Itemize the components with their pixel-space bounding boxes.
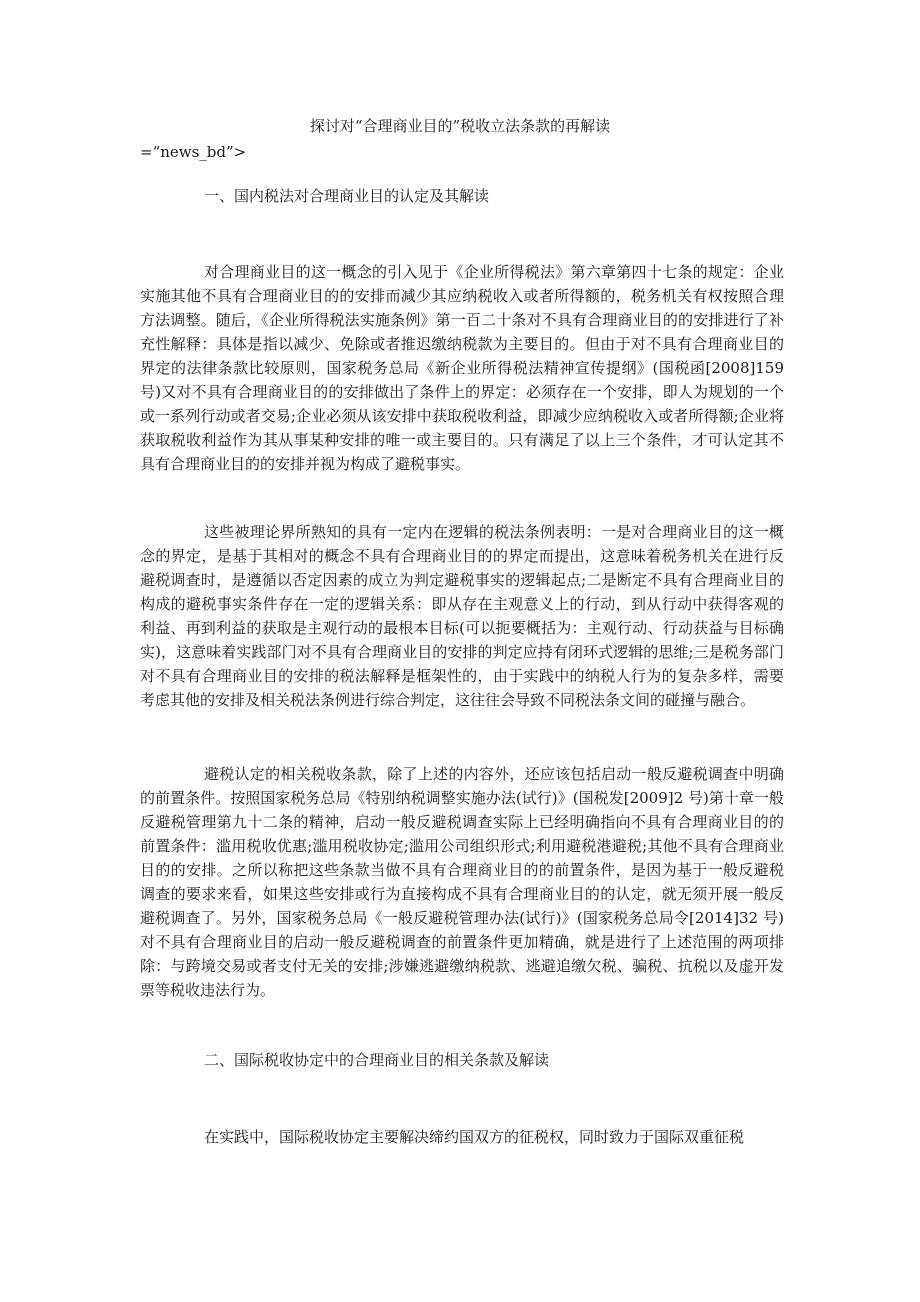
paragraph-4: 在实践中，国际税收协定主要解决缔约国双方的征税权，同时致力于国际双重征税: [204, 1128, 745, 1146]
stray-markup-text: =“news_bd”>: [140, 143, 247, 161]
paragraph-3: 避税认定的相关税收条款，除了上述的内容外，还应该包括启动一般反避税调查中明确的前置条件。按照国家税务总局《特别纳税调整实施办法(试行)》(国税发[2009]2 号)第十章一般反避税管理第九十二条的精神，启动一般反避税调查实际上已经明确指向不具有合理商业目的的前置条件：滥用税收优惠;滥用税收协定;滥用公司组织形式;利用避税港避税;其他不具有合理商业目的的安排。之所以称把这些条款当做不具有合理商业目的的前置条件，是因为基于一般反避税调查的要求来看，如果这些安排或行为直接构成不具有合理商业目的的认定，就无须开展一般反避税调查了。另外，国家税务总局《一般反避税管理办法(试行)》(国家税务总局令[2014]32 号)对不具有合理商业目的启动一般反避税调查的前置条件更加精确，就是进行了上述范围的两项排除：与跨境交易或者支付无关的安排;涉嫌逃避缴纳税款、逃避追缴欠税、骗税、抗税以及虚开发票等税收违法行为。: [140, 765, 784, 999]
paragraph-2: 这些被理论界所熟知的具有一定内在逻辑的税法条例表明：一是对合理商业目的这一概念的界定，是基于其相对的概念不具有合理商业目的的界定而提出，这意味着税务机关在进行反避税调查时，是遵循以否定因素的成立为判定避税事实的逻辑起点;二是断定不具有合理商业目的构成的避税事实条件存在一定的逻辑关系：即从存在主观意义上的行动，到从行动中获得客观的利益、再到利益的获取是主观行动的最根本目标(可以扼要概括为：主观行动、行动获益与目标确实)，这意味着实践部门对不具有合理商业目的安排的判定应持有闭环式逻辑的思维;三是税务部门对不具有合理商业目的安排的税法解释是框架性的，由于实践中的纳税人行为的复杂多样，需要考虑其他的安排及相关税法条例进行综合判定，这往往会导致不同税法条文间的碰撞与融合。: [140, 523, 784, 709]
section-heading-1: 一、国内税法对合理商业目的认定及其解读: [204, 187, 490, 205]
section-heading-2: 二、国际税收协定中的合理商业目的相关条款及解读: [204, 1051, 550, 1069]
paragraph-1: 对合理商业目的这一概念的引入见于《企业所得税法》第六章第四十七条的规定：企业实施其他不具有合理商业目的的安排而减少其应纳税收入或者所得额的，税务机关有权按照合理方法调整。随后，《企业所得税法实施条例》第一百二十条对不具有合理商业目的的安排进行了补充性解释：具体是指以减少、免除或者推迟缴纳税款为主要目的。但由于对不具有合理商业目的界定的法律条款比较原则，国家税务总局《新企业所得税法精神宣传提纲》(国税函[2008]159 号)又对不具有合理商业目的的安排做出了条件上的界定：必须存在一个安排，即人为规划的一个或一系列行动或者交易;企业必须从该安排中获取税收利益，即减少应纳税收入或者所得额;企业将获取税收利益作为其从事某种安排的唯一或主要目的。只有满足了以上三个条件，才可认定其不具有合理商业目的的安排并视为构成了避税事实。: [140, 263, 784, 473]
document-title: 探讨对“合理商业目的”税收立法条款的再解读: [309, 117, 611, 135]
